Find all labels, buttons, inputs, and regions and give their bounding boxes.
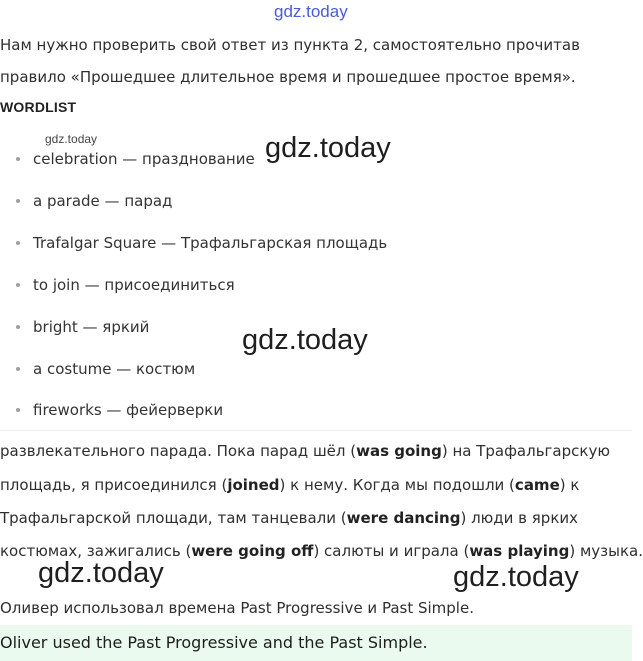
answer-block bbox=[0, 625, 632, 661]
list-item-text: bright — яркий bbox=[33, 318, 150, 336]
translation-line-2: площадь, я присоединился (joined) к нему. Когда мы подошли (came) к bbox=[0, 476, 580, 494]
intro-line-2: правило «Прошедшее длительное время и прошедшее простое время». bbox=[0, 68, 576, 86]
list-item-text: fireworks — фейерверки bbox=[33, 401, 224, 419]
bullet-icon bbox=[16, 367, 20, 371]
bullet-icon bbox=[16, 157, 20, 161]
watermark-small: gdz.today bbox=[45, 132, 98, 146]
watermark-top: gdz.today bbox=[274, 2, 348, 21]
list-item-text: a parade — парад bbox=[33, 192, 173, 210]
intro-line-1: Нам нужно проверить свой ответ из пункта 2, самостоятельно прочитав bbox=[0, 36, 580, 54]
bullet-icon bbox=[16, 199, 20, 203]
list-item-text: celebration — празднование bbox=[33, 150, 255, 168]
watermark: gdz.today bbox=[38, 557, 164, 589]
watermark: gdz.today bbox=[242, 324, 368, 356]
bullet-icon bbox=[16, 241, 20, 245]
watermark: gdz.today bbox=[453, 561, 579, 593]
bullet-icon bbox=[16, 408, 20, 412]
translation-line-3: Трафальгарской площади, там танцевали (were dancing) люди в ярких bbox=[0, 509, 579, 527]
translation-line-1: развлекательного парада. Пока парад шёл (was going) на Трафальгарскую bbox=[0, 442, 610, 460]
bullet-icon bbox=[16, 283, 20, 287]
answer-text: Oliver used the Past Progressive and the Past Simple. bbox=[0, 633, 428, 652]
wordlist-heading: WORDLIST bbox=[0, 99, 77, 115]
list-item-text: to join — присоединиться bbox=[33, 276, 235, 294]
list-item-text: Trafalgar Square — Трафальгарская площадь bbox=[33, 234, 388, 252]
conclusion-text: Оливер использовал времена Past Progressive и Past Simple. bbox=[0, 599, 474, 617]
watermark: gdz.today bbox=[265, 132, 391, 164]
list-item-text: a costume — костюм bbox=[33, 360, 196, 378]
divider bbox=[0, 430, 632, 431]
bullet-icon bbox=[16, 325, 20, 329]
translation-line-4: костюмах, зажигались (were going off) салюты и играла (was playing) музыка. bbox=[0, 542, 643, 560]
